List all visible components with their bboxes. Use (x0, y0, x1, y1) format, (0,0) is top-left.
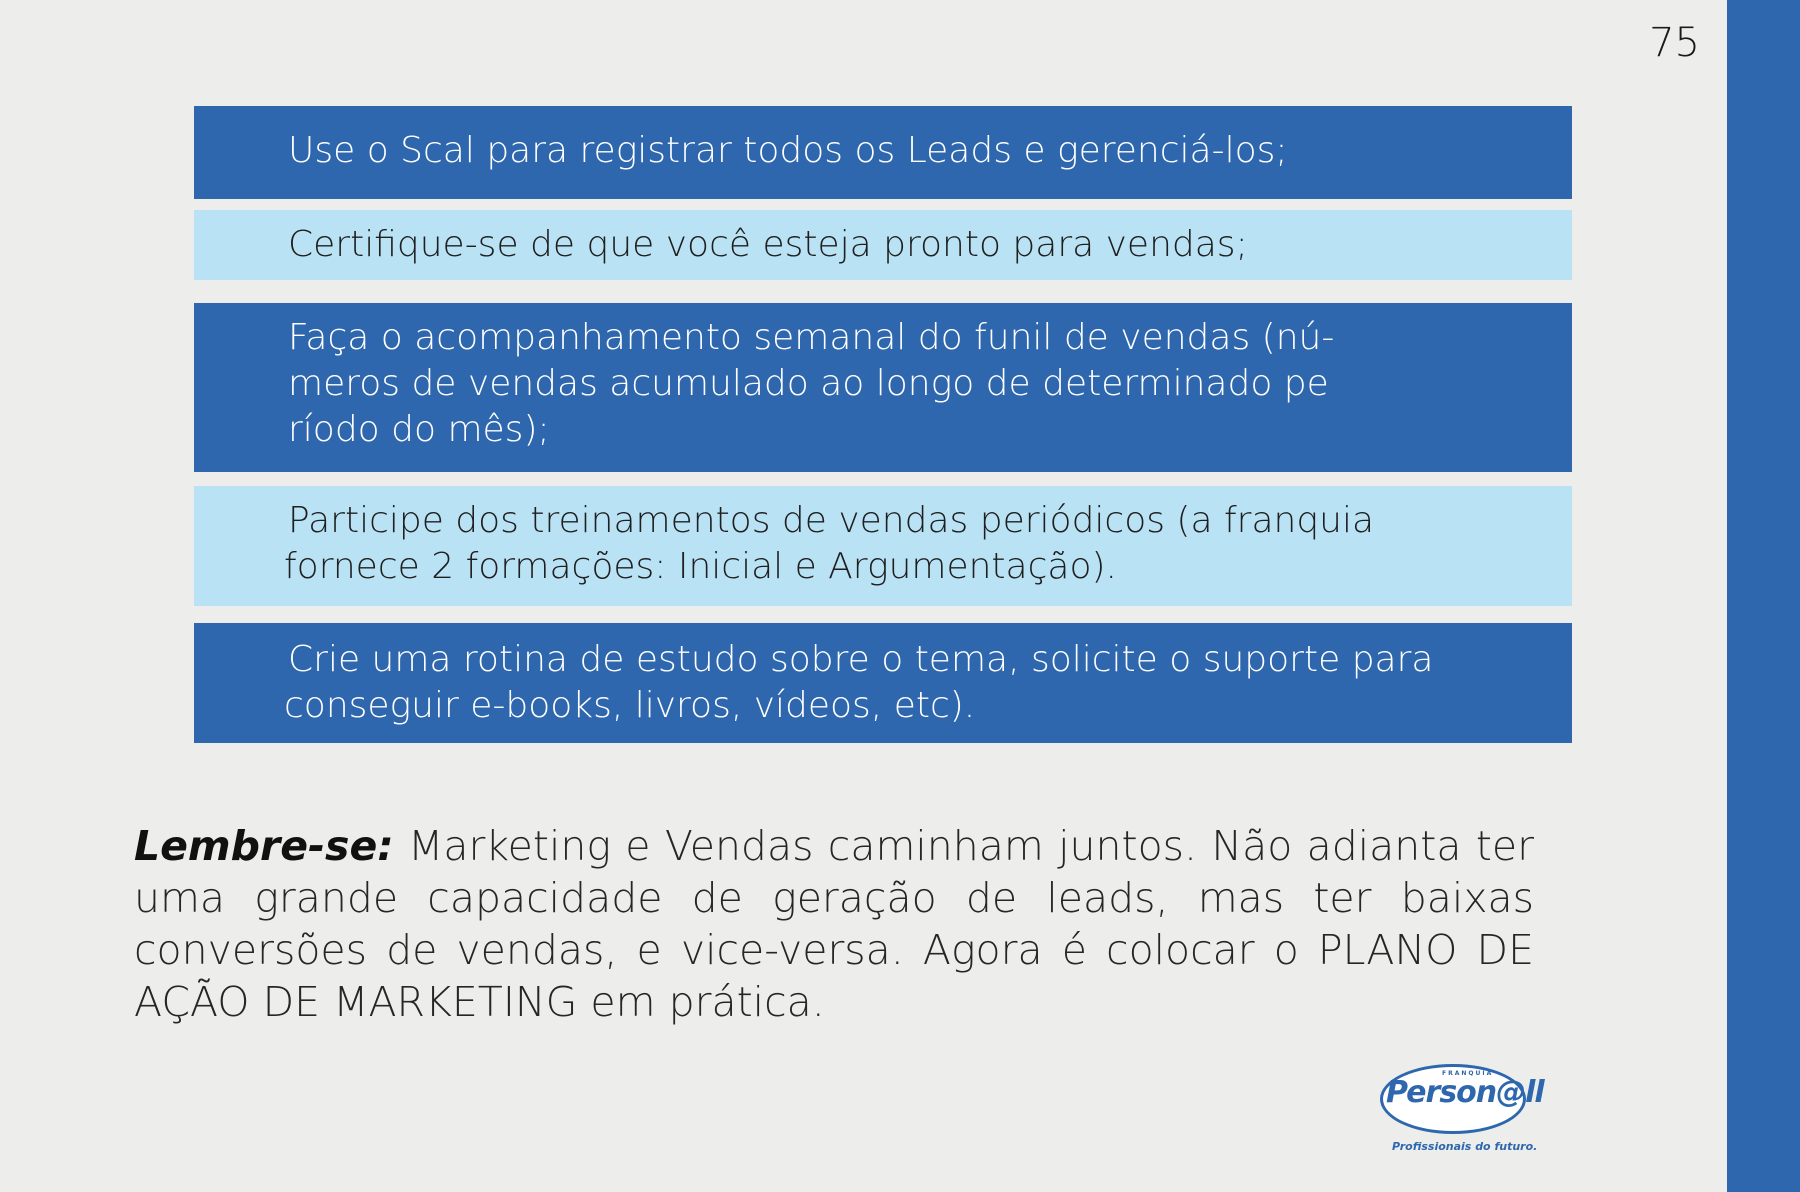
list-item (194, 106, 1572, 199)
list-item-line: ríodo do mês); (288, 409, 550, 450)
side-accent-bar (1727, 0, 1800, 1192)
list-item-line: meros de vendas acumulado ao longo de determinado pe (288, 363, 1329, 404)
list-item-line: Faça o acompanhamento semanal do funil de vendas (nú- (288, 317, 1335, 358)
brand-logo (1370, 1060, 1545, 1156)
reminder-lead: Lembre-se: (134, 822, 394, 870)
reminder-paragraph (134, 820, 1534, 1028)
logo-tagline: Profissionais do futuro. (1392, 1140, 1538, 1153)
list-item-line: Certifique-se de que você esteja pronto para vendas; (288, 224, 1248, 265)
list-item (194, 623, 1572, 743)
list-item (194, 303, 1572, 472)
list-item-line: Use o Scal para registrar todos os Leads e gerenciá-los; (288, 130, 1288, 171)
list-item (194, 486, 1572, 606)
list-item-line: Crie uma rotina de estudo sobre o tema, solicite o suporte para (288, 639, 1434, 680)
list-item (194, 210, 1572, 280)
reminder-text: Marketing e Vendas caminham juntos. Não adianta ter uma grande capacidade de geração de leads, mas ter baixas conversões de vendas, e vice-versa. Agora é colocar o PLANO DE AÇÃO DE MARKETING em prática. (134, 822, 1534, 1026)
page-number: 75 (1649, 20, 1700, 66)
list-item-line: conseguir e-books, livros, vídeos, etc). (284, 685, 976, 726)
logo-wordmark: Person@ll (1386, 1075, 1544, 1110)
list-item-line: Participe dos treinamentos de vendas periódicos (a franquia (288, 500, 1375, 541)
list-item-line: fornece 2 formações: Inicial e Argumentação). (284, 546, 1117, 587)
logo-top-text: FRANQUIA (1442, 1070, 1494, 1077)
